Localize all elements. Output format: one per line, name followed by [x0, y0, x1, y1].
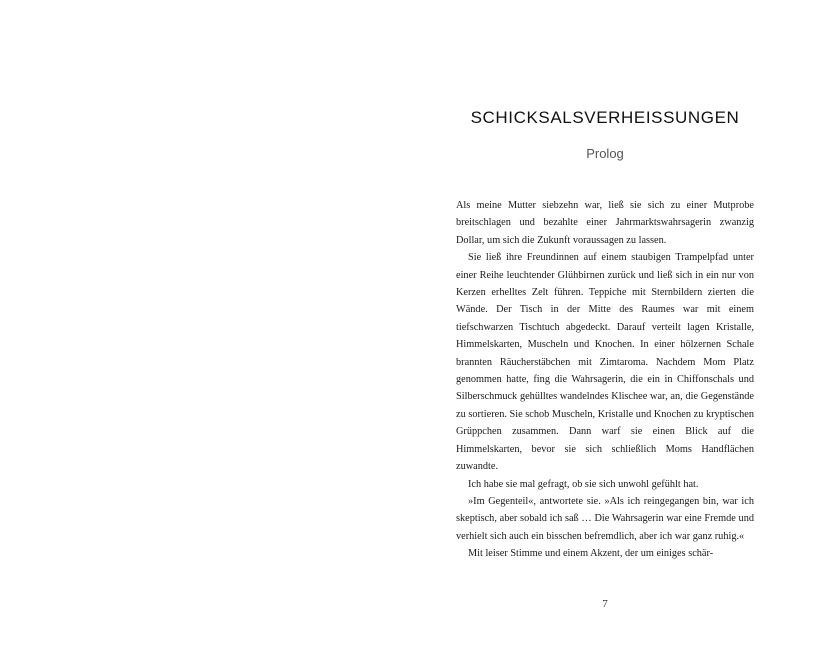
chapter-title: SCHICKSALSVERHEISSUNGEN: [470, 108, 740, 127]
page-number: 7: [602, 598, 608, 610]
right-page: [456, 0, 754, 648]
paragraph: Mit leiser Stimme und einem Akzent, der um einiges schär-: [468, 548, 714, 560]
chapter-subtitle: Prolog: [586, 146, 624, 161]
body-text: [456, 197, 754, 563]
paragraph: Sie ließ ihre Freundinnen auf einem staubigen Trampelpfad unter einer Reihe leuchtender Glühbirnen zurück und ließ sich in ein nur von Kerzen erhelltes Zelt führen. Teppiche mit Sternbildern zierten die Wände. Der Tisch in der Mitte des Raumes war mit einem tiefschwarzen Tischtuch abgedeckt. Darauf verteilt lagen Kristalle, Himmelskarten, Muscheln und Knochen. In einer hölzernen Schale brannten Räucherstäbchen mit Zimtaroma. Nachdem Mom Platz genommen hatte, fing die Wahrsagerin, die ein in Chiffonschals und Silberschmuck gehülltes wandelndes Klischee war, an, die Gegenstände zu sortieren. Sie schob Muscheln, Kristalle und Knochen zu kryptischen Grüppchen zusammen. Dann warf sie einen Blick auf die Himmelskarten, bevor sie sich schließlich Moms Handflächen zuwandte.: [456, 252, 754, 473]
paragraph: Als meine Mutter siebzehn war, ließ sie sich zu einer Mutprobe breitschlagen und bezahlte einer Jahrmarktswahrsagerin zwanzig Dollar, um sich die Zukunft voraussagen zu lassen.: [456, 200, 754, 246]
paragraph: »Im Gegenteil«, antwortete sie. »Als ich reingegangen bin, war ich skeptisch, aber sobald ich saß … Die Wahrsagerin war eine Fremde und verhielt sich auch ein bisschen befremdlich, aber ich war ganz ruhig.«: [456, 495, 754, 542]
paragraph: Ich habe sie mal gefragt, ob sie sich unwohl gefühlt hat.: [468, 478, 699, 490]
